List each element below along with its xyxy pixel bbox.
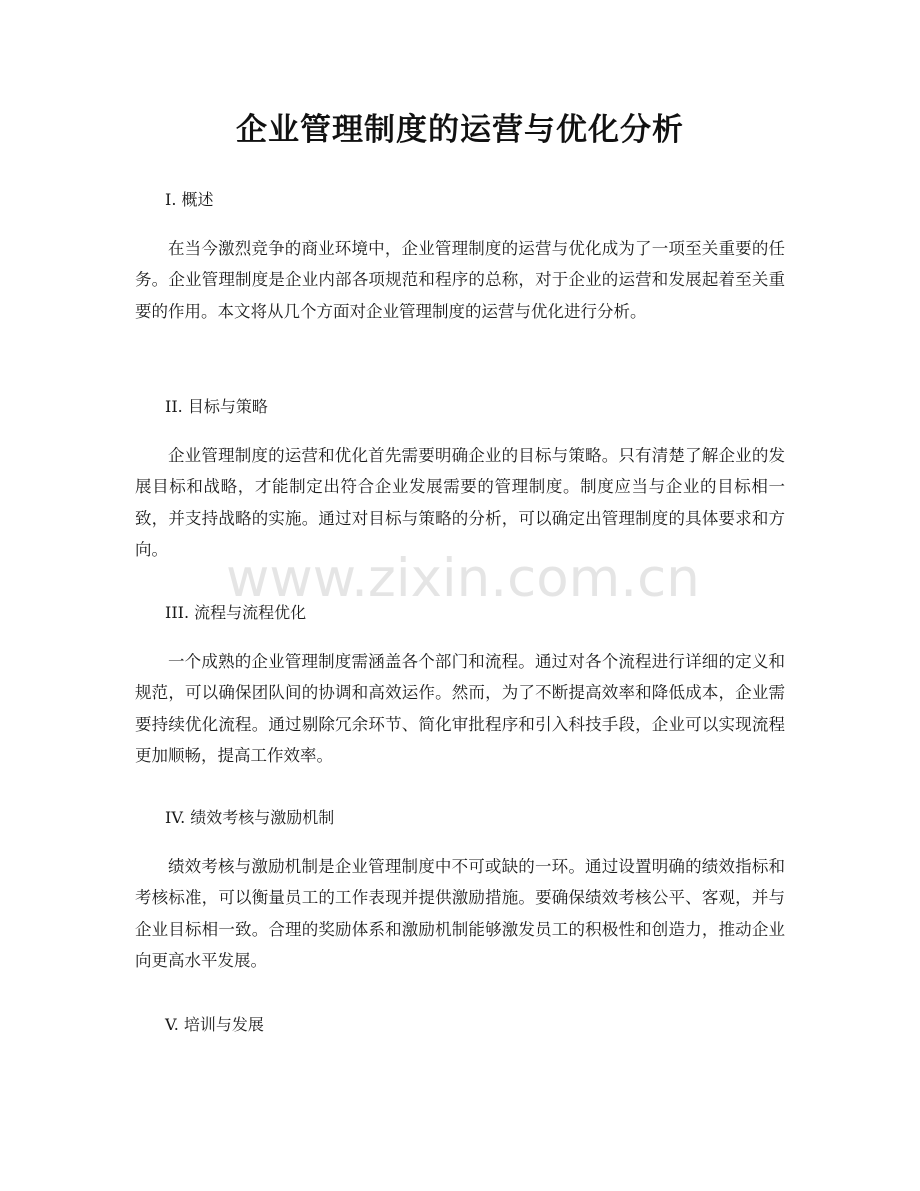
section-heading-process-optimization: III. 流程与流程优化 (165, 603, 307, 622)
section-heading-goals-strategy: II. 目标与策略 (165, 397, 268, 416)
section-paragraph-process-optimization: 一个成熟的企业管理制度需涵盖各个部门和流程。通过对各个流程进行详细的定义和规范，可以确保团队间的协调和高效运作。然而，为了不断提高效率和降低成本，企业需要持续优化流程。通过剔除冗余环节、简化审批程序和引入科技手段，企业可以实现流程更加顺畅，提高工作效率。 (135, 652, 785, 765)
section-paragraph-overview: 在当今激烈竞争的商业环境中，企业管理制度的运营与优化成为了一项至关重要的任务。企业管理制度是企业内部各项规范和程序的总称，对于企业的运营和发展起着至关重要的作用。本文将从几个方面对企业管理制度的运营与优化进行分析。 (135, 239, 785, 321)
section-heading-training-development: V. 培训与发展 (165, 1015, 264, 1034)
section-heading-performance-incentive: IV. 绩效考核与激励机制 (165, 808, 335, 827)
section-paragraph-performance-incentive: 绩效考核与激励机制是企业管理制度中不可或缺的一环。通过设置明确的绩效指标和考核标准，可以衡量员工的工作表现并提供激励措施。要确保绩效考核公平、客观，并与企业目标相一致。合理的奖励体系和激励机制能够激发员工的积极性和创造力，推动企业向更高水平发展。 (135, 857, 785, 970)
section-heading-overview: I. 概述 (165, 190, 214, 209)
watermark: www.zixin.com.cn (226, 548, 700, 609)
section-paragraph-goals-strategy: 企业管理制度的运营和优化首先需要明确企业的目标与策略。只有清楚了解企业的发展目标和战略，才能制定出符合企业发展需要的管理制度。制度应当与企业的目标相一致，并支持战略的实施。通过对目标与策略的分析，可以确定出管理制度的具体要求和方向。 (135, 446, 785, 559)
document-title: 企业管理制度的运营与优化分析 (236, 112, 684, 148)
